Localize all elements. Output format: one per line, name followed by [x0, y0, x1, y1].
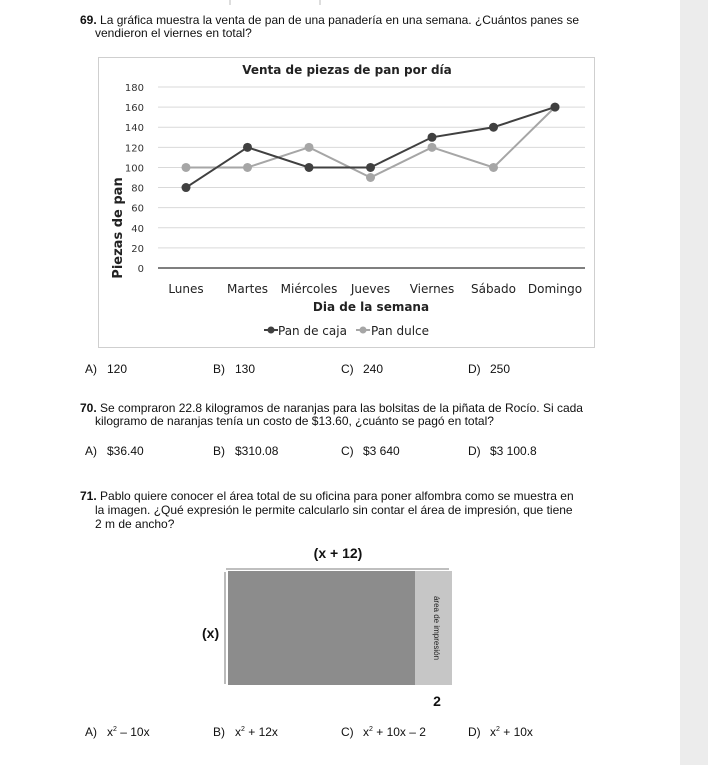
q71-option-c[interactable]: C) $x^2 + 10x - 2$ [341, 725, 426, 739]
q70-number: 70. [80, 401, 97, 415]
q69-option-d[interactable]: D) 250 [468, 362, 511, 376]
data-point-pan-de-caja [305, 163, 314, 172]
data-point-pan-dulce [182, 163, 191, 172]
q69-line2: vendieron el viernes en total? [95, 26, 252, 40]
q69-line1: La gráfica muestra la venta de pan de una panadería en una semana. ¿Cuántos panes se [100, 13, 580, 27]
x-tick-label: Viernes [409, 282, 455, 296]
q70-option-d[interactable]: D) $3 100.8 [468, 444, 537, 458]
x-tick-label: Domingo [527, 282, 583, 296]
data-point-pan-dulce [366, 173, 375, 182]
q71-number: 71. [80, 489, 97, 503]
q69-number: 69. [80, 13, 97, 27]
y-tick-label: 40 [131, 223, 144, 235]
chart-title: Venta de piezas de pan por día [242, 63, 452, 77]
legend-label-pan-de-caja: Pan de caja [278, 324, 347, 338]
legend-marker-pan-de-caja [268, 327, 275, 334]
x-tick-label: Jueves [350, 282, 391, 296]
figure-strip-label: área de impresión [432, 595, 441, 661]
q71-line3: 2 m de ancho? [95, 517, 175, 531]
data-point-pan-dulce [428, 143, 437, 152]
legend-marker-pan-dulce [360, 327, 367, 334]
data-point-pan-dulce [489, 163, 498, 172]
x-tick-label: Martes [227, 282, 268, 296]
q69-option-a[interactable]: A) 120 [85, 362, 128, 376]
y-tick-label: 100 [124, 163, 144, 175]
figure-strip-width-label: 2 [433, 693, 441, 709]
y-tick-label: 20 [131, 243, 144, 255]
q70-line2: kilogramo de naranjas tenía un costo de $13.60, ¿cuánto se pagó en total? [95, 414, 494, 428]
data-point-pan-de-caja [243, 143, 252, 152]
x-tick-label: Lunes [168, 282, 204, 296]
y-tick-label: 60 [131, 203, 144, 215]
q71-option-a[interactable]: A) $x^2 - 10x$ [85, 725, 150, 739]
data-point-pan-de-caja [489, 123, 498, 132]
bread-sales-chart [98, 57, 593, 346]
q70-option-a[interactable]: A) $36.40 [85, 444, 144, 458]
q70-line1: Se compraron 22.8 kilogramos de naranjas para las bolsitas de la piñata de Rocío. Si cada [100, 401, 583, 415]
chart-y-axis-label: Piezas de pan [111, 177, 126, 279]
y-tick-label: 120 [124, 143, 144, 155]
data-point-pan-de-caja [182, 183, 191, 192]
q71-option-d[interactable]: D) $x^2 + 10x$ [468, 725, 533, 739]
chart-legend [264, 324, 429, 338]
office-figure [190, 540, 480, 710]
q71-text [80, 490, 574, 503]
chart-x-axis-label: Dia de la semana [312, 300, 430, 314]
data-point-pan-de-caja [551, 103, 560, 112]
data-point-pan-dulce [243, 163, 252, 172]
figure-top-label: (x + 12) [313, 545, 363, 561]
top-scan-marks [200, 0, 400, 6]
chart-x-ticks [168, 282, 582, 296]
x-tick-label: Sábado [471, 282, 516, 296]
chart-y-ticks [125, 83, 144, 275]
right-margin-band [680, 0, 708, 765]
y-tick-label: 140 [124, 123, 144, 135]
y-tick-label: 80 [131, 183, 144, 195]
x-tick-label: Miércoles [280, 282, 338, 296]
office-area-rect [228, 571, 415, 685]
q71-line1: Pablo quiere conocer el área total de su oficina para poner alfombra como se muestra en [100, 489, 574, 503]
q69-option-c[interactable]: C) 240 [341, 362, 384, 376]
figure-left-label: (x) [202, 625, 220, 641]
q70-option-c[interactable]: C) $3 640 [341, 444, 400, 458]
data-point-pan-de-caja [428, 133, 437, 142]
legend-label-pan-dulce: Pan dulce [371, 324, 430, 338]
y-tick-label: 180 [124, 83, 144, 94]
q70-option-b[interactable]: B) $310.08 [213, 444, 279, 458]
q69-option-b[interactable]: B) 130 [213, 362, 256, 376]
q71-line2: la imagen. ¿Qué expresión le permite calcularlo sin contar el área de impresión, que tiene [95, 503, 573, 517]
y-tick-label: 0 [137, 264, 144, 275]
y-tick-label: 160 [124, 103, 144, 115]
data-point-pan-de-caja [366, 163, 375, 172]
data-point-pan-dulce [305, 143, 314, 152]
q71-option-b[interactable]: B) $x^2 + 12x$ [213, 725, 278, 739]
